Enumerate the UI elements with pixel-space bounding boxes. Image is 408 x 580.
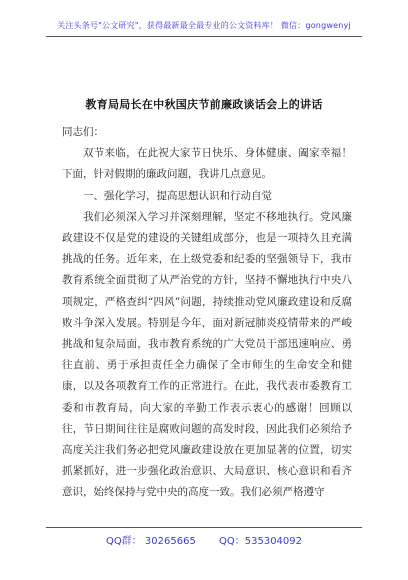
header-divider bbox=[46, 36, 362, 37]
footer-qq: QQ：535304092 bbox=[219, 536, 303, 547]
salutation: 同志们： bbox=[62, 126, 104, 138]
paragraph-intro: 双节来临，在此祝大家节日快乐、身体健康、阖家幸福！下面，针对假期的廉政问题，我讲几点意见。 bbox=[62, 147, 352, 181]
header-promo-note: 关注头条号"公文研究"，获得最新最全最专业的公文资料库！ 微信：gongwenyj bbox=[57, 21, 351, 30]
footer-divider bbox=[46, 527, 362, 528]
document-title: 教育局局长在中秋国庆节前廉政谈话会上的讲话 bbox=[85, 98, 323, 111]
paragraph-body: 我们必须深入学习并深刻理解，坚定不移地执行。党风廉政建设不仅是党的建设的关键组成部分，也是一项持久且充满挑战的任务。近年来，在上级党委和纪委的坚强领导下，我市教育系统全面贯彻了从严治党的方针，坚持不懈地执行中央八项规定，严格查纠“四风”问题，持续推动党风廉政建设和反腐败斗争深入发展。特别是今年，面对新冠肺炎疫情带来的严峻挑战和复杂局面，我市教育系统的广大党员干部迅速响应、勇往直前、勇于承担责任全力确保了全市师生的生命安全和健康，以及各项教育工作的正常进行。在此，我代表市委教育工委和市教育局，向大家的辛勤工作表示衷心的感谢！回顾以往，节日期间往往是腐败问题的高发时段，因此我们必须给予高度关注我们务必把党风廉政建设放在更加显著的位置，切实抓紧抓好，进一步强化政治意识、大局意识、核心意识和看齐意识，始终保持与党中央的高度一致。我们必须严格遵守 bbox=[62, 210, 352, 499]
document-body bbox=[62, 122, 352, 504]
footer-contact bbox=[0, 532, 408, 547]
section-heading-1: 一、强化学习，提高思想认识和行动自觉 bbox=[83, 189, 272, 202]
footer-qq-group: QQ群： 30265665 bbox=[105, 536, 196, 547]
